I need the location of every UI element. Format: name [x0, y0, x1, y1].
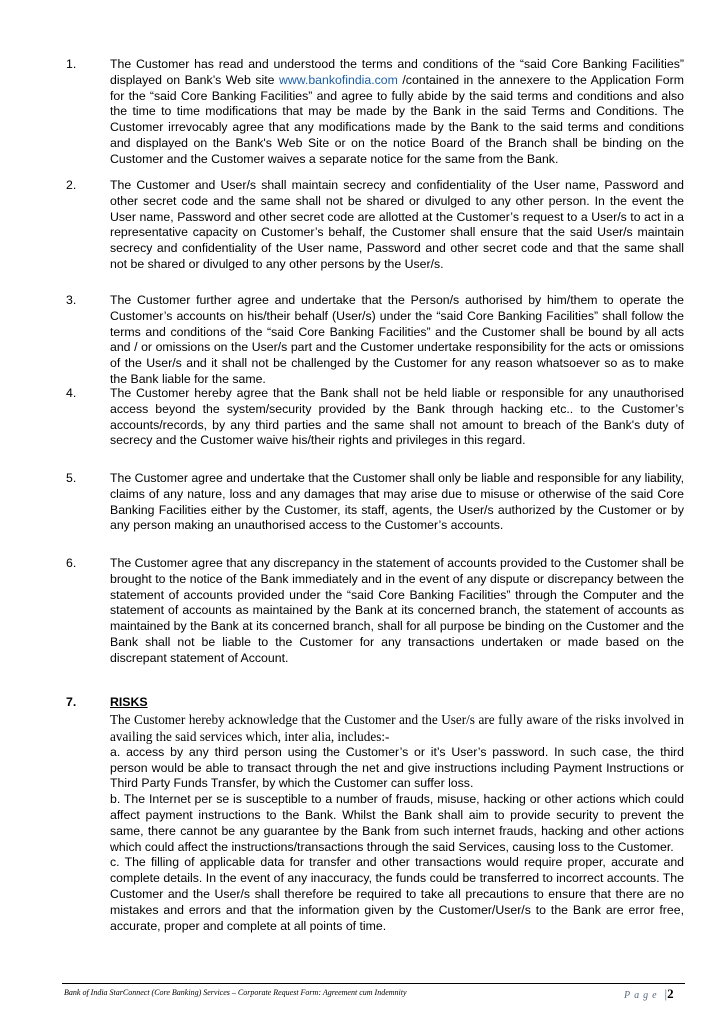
clause-number: 7. [66, 695, 77, 709]
bank-website-link[interactable]: www.bankofindia.com [278, 72, 398, 87]
clause-number: 3. [66, 293, 77, 307]
clause-text [110, 57, 684, 168]
clause-number: 6. [66, 556, 77, 570]
page-label: Page [624, 990, 661, 1001]
clause-text: The Customer further agree and undertake that the Person/s authorised by him/them to operate the Customer’s accounts on his/their behalf (User/s) under the “said Core Banking Facilities” shall follow the terms and conditions of the “said Core Banking Facilities” and the Customer shall be bound by all acts and / or omissions on the User/s part and the Customer undertake responsibility for the acts or omissions of the User/s and it shall not be challenged by the Customer for any reason whatsoever so as to make the Bank liable for the same. [110, 293, 684, 386]
risks-heading: RISKS [110, 695, 148, 709]
footer-divider [62, 983, 685, 984]
clause-text-pre: The Customer has read and understood the terms and conditions of the “said Core Banking Facilities” displayed on Bank’s Web site [110, 57, 684, 87]
clause-text: The Customer and User/s shall maintain secrecy and confidentiality of the User name, Password and other secret code and the same shall not be shared or divulged to any other person. In the event the User name, Password and other secret code are allotted at the Customer’s request to a User/s to act in a representative capacity on Customer’s behalf, the Customer shall ensure that the said User/s maintain secrecy and confidentiality of the User name, Password and other secret code and that the same shall not be shared or divulged to any other persons by the User/s. [110, 178, 684, 271]
risk-item-b: b. The Internet per se is susceptible to a number of frauds, misuse, hacking or other actions which could affect payment instructions to the Bank. Whilst the Bank shall aim to provide security to prevent the same, there cannot be any guarantee by the Bank from such internet frauds, hacking and other actions which could affect the instructions/transactions through the said Services, causing loss to the Customer. [110, 792, 684, 854]
risks-intro: The Customer hereby acknowledge that the Customer and the User/s are fully aware of the risks involved in availing the said services which, inter alia, includes:- [110, 711, 684, 744]
clause-number: 1. [66, 57, 77, 71]
clause-text: The Customer agree and undertake that the Customer shall only be liable and responsible for any liability, claims of any nature, loss and any damages that may arise due to misuse or otherwise of the said Core Banking Facilities either by the Customer, its staff, agents, the User/s authorized by the Customer or by any person making an unauthorised access to the Customer’s accounts. [110, 471, 684, 533]
clause-text-post: /contained in the annexere to the Application Form for the “said Core Banking Facilities” and agree to fully abide by the said terms and conditions and also the time to time modifications that may be made by the Bank in the said Terms and Conditions. The Customer irrevocably agree that any modifications made by the Bank to the said terms and conditions and displayed on the Bank's Web Site or on the notice Board of the Branch shall be binding on the Customer and the Customer waives a separate notice for the same from the Bank. [110, 72, 684, 166]
footer-title: Bank of India StarConnect (Core Banking) Services – Corporate Request Form: Agreement cum Indemnity [64, 988, 407, 997]
clause-number: 5. [66, 471, 77, 485]
risks-section [110, 695, 684, 934]
clause-number: 2. [66, 178, 77, 192]
page-number-block [624, 985, 674, 1003]
risk-item-c: c. The filling of applicable data for transfer and other transactions would require proper, accurate and complete details. In the event of any inaccuracy, the funds could be transferred to incorrect accounts. The Customer and the User/s shall therefore be required to take all precautions to ensure that there are no mistakes and errors and that the information given by the Customer/User/s to the Bank are error free, accurate, proper and complete at all points of time. [110, 855, 684, 933]
clause-text: The Customer agree that any discrepancy in the statement of accounts provided to the Customer shall be brought to the notice of the Bank immediately and in the event of any dispute or discrepancy between the statement of accounts provided under the “said Core Banking Facilities” through the Computer and the statement of accounts as maintained by the Bank at its concerned branch, the statement of accounts as maintained by the Bank at its concerned branch, shall for all purpose be binding on the Customer and the Bank shall not be liable to the Customer for any transactions undertaken or made based on the discrepant statement of Account. [110, 556, 684, 665]
clause-text: The Customer hereby agree that the Bank shall not be held liable or responsible for any unauthorised access beyond the system/security provided by the Bank through hacking etc.. to the Customer’s accounts/records, by any third parties and the same shall not amount to breach of the Bank's duty of secrecy and the Customer waive his/their rights and privileges in this regard. [110, 386, 684, 448]
page-number: 2 [667, 986, 674, 1001]
clause-number: 4. [66, 386, 77, 400]
page-separator: | [664, 986, 668, 1001]
risk-item-a: a. access by any third person using the Customer’s or it’s User’s password. In such case, the third person would be able to transact through the net and give instructions including Payment Instructions or Third Party Funds Transfer, by which the Customer can suffer loss. [110, 744, 684, 791]
